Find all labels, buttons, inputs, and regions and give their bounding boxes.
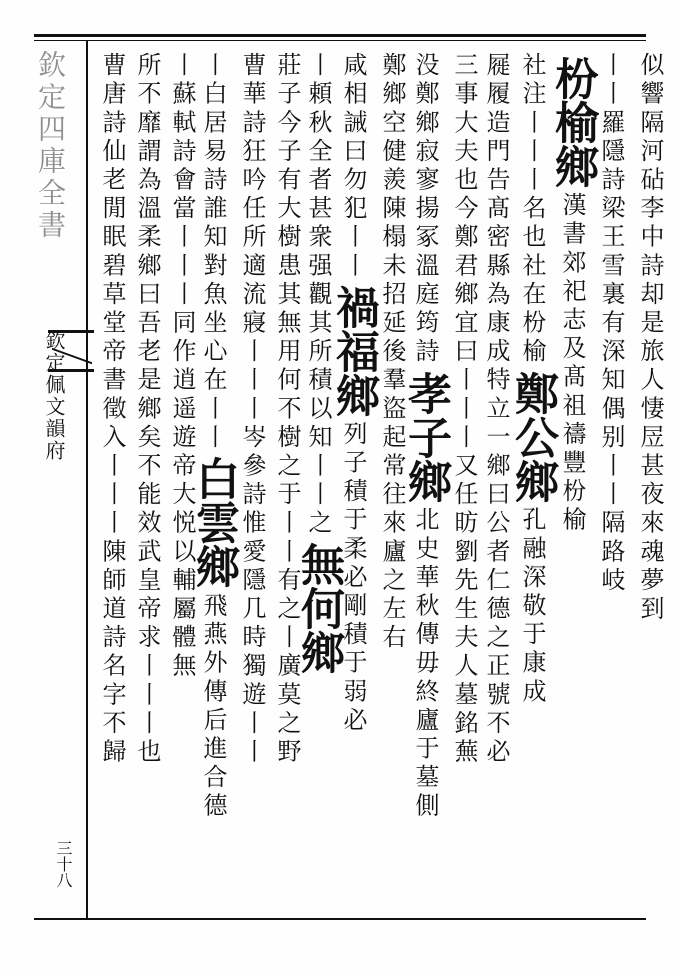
column-text: 咸相誡曰勿犯丨丨 bbox=[339, 52, 367, 281]
column-text: 列子積于柔必剛積于弱必 bbox=[339, 420, 367, 736]
frame-top-rule bbox=[34, 34, 646, 37]
column-text: 丨蘇軾詩會當丨丨丨同作逍遥遊 bbox=[168, 52, 196, 453]
column-text: 飛燕外傳后進合德 bbox=[199, 592, 227, 822]
text-column bbox=[547, 52, 598, 536]
headword: 孝子鄉 bbox=[400, 370, 451, 503]
text-column bbox=[593, 52, 629, 595]
column-text: 强觀其所積以知丨丨之 bbox=[304, 252, 332, 539]
column-text: 没鄭鄉寂寥揚冢溫庭筠詩 bbox=[411, 52, 439, 367]
column-text: 丨頼秋全者甚衆 bbox=[304, 52, 332, 253]
column-text: 帝大悦以輔屬體無 bbox=[168, 452, 196, 682]
headword: 禍福鄉 bbox=[328, 284, 379, 417]
frame-top-rule-inner bbox=[34, 40, 646, 41]
headword: 枌榆鄉 bbox=[547, 56, 598, 188]
margin-book-title: 欽定佩文韻府 bbox=[42, 330, 66, 462]
text-column bbox=[94, 52, 130, 767]
text-column bbox=[164, 52, 200, 681]
text-column bbox=[507, 52, 558, 707]
column-text: 屣履造門告髙密縣為康成特立一鄉曰公者仁德之正號不必 bbox=[482, 52, 510, 767]
text-column bbox=[188, 52, 239, 822]
column-text: 所不靡謂為溫柔鄉曰吾老是鄉矣不能效武皇帝求丨丨丨也 bbox=[133, 52, 161, 767]
column-text: 後羣盜起常往來廬之左右 bbox=[378, 338, 406, 653]
headword: 鄭公鄉 bbox=[507, 370, 558, 503]
text-column bbox=[293, 52, 344, 678]
column-text: 漢書郊祀志及髙祖禱豐枌榆 bbox=[558, 192, 586, 536]
text-column bbox=[400, 52, 451, 822]
column-text: 丨丨羅隱詩梁王雪裏有深知偶别丨丨隔路岐 bbox=[597, 52, 625, 596]
column-text: 曹華詩狂吟任所適流寢丨丨丨岑參詩惟愛隱几時獨遊丨丨 bbox=[238, 52, 266, 767]
text-column bbox=[632, 52, 668, 624]
column-text: 丨白居易詩誰知對魚坐心在丨丨 bbox=[199, 52, 227, 453]
text-column bbox=[446, 52, 482, 767]
text-column bbox=[374, 52, 410, 653]
headword: 白雲鄉 bbox=[188, 456, 239, 589]
column-text: 三事大夫也今鄭君鄉宜曰丨丨丨又任昉劉先生夫人墓銘蕪 bbox=[450, 52, 478, 767]
column-text: 鄭鄉空健羨陳榻未招延 bbox=[378, 52, 406, 338]
frame-bottom-rule bbox=[34, 918, 646, 920]
column-text: 似響隔河砧李中詩却是旅人悽㞐甚夜來魂夢到 bbox=[636, 52, 664, 624]
text-column bbox=[269, 52, 305, 767]
text-column bbox=[328, 52, 379, 736]
margin-faded-title: 欽定四庫全書 bbox=[34, 50, 67, 242]
text-column bbox=[234, 52, 270, 767]
text-column bbox=[478, 52, 514, 767]
margin-page-number: 三十八 bbox=[54, 840, 73, 888]
column-text: 社注丨丨丨名也社在枌榆 bbox=[518, 52, 546, 367]
text-column bbox=[129, 52, 165, 767]
frame-left-rule bbox=[86, 40, 88, 918]
headword: 無何鄉 bbox=[293, 542, 344, 675]
column-text: 北史華秋傳毋終廬于墓側 bbox=[411, 506, 439, 822]
column-text: 孔融深敬于康成 bbox=[518, 506, 546, 707]
column-text: 曹唐詩仙老閒眠碧草堂帝書徵入丨丨丨陳師道詩名字不歸 bbox=[98, 52, 126, 767]
column-text: 莊子今子有大樹患其無用何不樹之于丨丨有之丨廣莫之野 bbox=[273, 52, 301, 767]
